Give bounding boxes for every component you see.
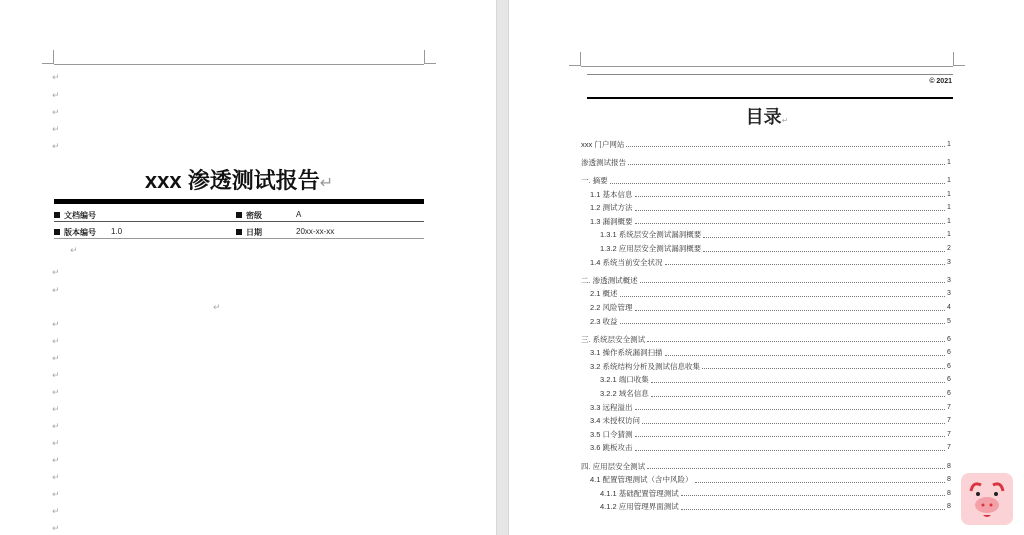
toc-leader: [703, 251, 945, 252]
toc-page-number: 1: [947, 217, 951, 225]
margin-corner: [569, 52, 581, 66]
toc-entry[interactable]: [581, 500, 953, 514]
paragraph-mark: ↵: [52, 523, 60, 533]
title-rule: [54, 199, 424, 204]
toc-entry[interactable]: [581, 256, 953, 270]
margin-corner: [424, 50, 436, 64]
paragraph-mark: ↵: [52, 438, 60, 448]
toc-entry-text: 2.1 概述: [590, 289, 618, 299]
toc-entry-text: 4.1.2 应用管理界面测试: [600, 502, 679, 512]
toc-page-number: 7: [947, 403, 951, 411]
toc-page-number: 8: [947, 476, 951, 484]
toc-leader: [635, 223, 945, 224]
toc-page-number: 3: [947, 276, 951, 284]
toc-leader: [681, 509, 945, 510]
toc-leader: [695, 482, 945, 483]
margin-corner: [953, 52, 965, 66]
toc-entry[interactable]: [581, 274, 953, 288]
toc-page-number: 1: [947, 204, 951, 212]
toc-entry[interactable]: [581, 138, 953, 152]
toc-leader: [635, 450, 945, 451]
toc-entry-text: 1.3.2 应用层安全测试漏洞概要: [600, 243, 702, 253]
toc-entry[interactable]: [581, 428, 953, 442]
toc-page-number: 7: [947, 430, 951, 438]
toc-page-number: 8: [947, 489, 951, 497]
paragraph-mark: ↵: [52, 421, 60, 431]
toc-leader: [620, 296, 945, 297]
toc-title: 目录↵: [745, 107, 789, 127]
toc-entry-text: 1.1 基本信息: [590, 189, 633, 199]
toc-leader: [628, 164, 945, 165]
toc-entry-text: 3.2.2 域名信息: [600, 389, 649, 399]
toc-page-number: 6: [947, 376, 951, 384]
paragraph-mark: ↵: [52, 124, 60, 134]
toc-leader: [635, 409, 945, 410]
toc-entry[interactable]: [581, 387, 953, 401]
toc-entry-text: 3.5 口令猜测: [590, 429, 633, 439]
toc-entry-text: 一. 摘要: [581, 175, 608, 185]
toc-leader: [647, 341, 945, 342]
toc-entry[interactable]: [581, 441, 953, 455]
toc-leader: [642, 423, 945, 424]
toc-entry-text: 1.4 系统当前安全状况: [590, 257, 663, 267]
paragraph-mark: ↵: [52, 336, 60, 346]
paragraph-mark: ↵: [52, 319, 60, 329]
toc-page-number: 8: [947, 503, 951, 511]
toc-leader: [626, 146, 945, 147]
paragraph-mark: ↵: [52, 107, 60, 117]
toc-page-number: 7: [947, 417, 951, 425]
toc-leader: [665, 355, 945, 356]
toc-page-number: 6: [947, 335, 951, 343]
toc-entry[interactable]: [581, 242, 953, 256]
toc-leader: [635, 310, 945, 311]
toc-leader: [665, 264, 945, 265]
header-copyright: © 2021: [929, 78, 952, 85]
toc-leader: [651, 396, 945, 397]
toc-entry-text: 3.2.1 端口收集: [600, 375, 649, 385]
margin-line: [581, 66, 953, 67]
toc-entry[interactable]: [581, 201, 953, 215]
toc-leader: [610, 183, 945, 184]
toc-page-number: 7: [947, 444, 951, 452]
toc-page-number: 2: [947, 244, 951, 252]
toc-entry-text: 2.3 收益: [590, 316, 618, 326]
toc-entry[interactable]: [581, 460, 953, 474]
paragraph-mark: ↵: [52, 455, 60, 465]
paragraph-mark: ↵: [52, 267, 60, 277]
toc-entry[interactable]: [581, 215, 953, 229]
info-row: 版本编号 1.0 日期 20xx-xx-xx: [54, 222, 424, 239]
toc-entry[interactable]: [581, 414, 953, 428]
toc-entry[interactable]: [581, 487, 953, 501]
toc-entry[interactable]: [581, 287, 953, 301]
paragraph-mark: ↵: [52, 387, 60, 397]
toc-leader: [681, 495, 945, 496]
paragraph-mark: ↵: [52, 285, 60, 295]
toc-entry-text: 渗透测试报告: [581, 157, 626, 167]
paragraph-mark: ↵: [70, 245, 78, 255]
toc-entry-text: 3.6 跳板攻击: [590, 443, 633, 453]
toc-page-number: 4: [947, 303, 951, 311]
toc-entry-text: 4.1 配置管理测试（含中风险）: [590, 475, 693, 485]
toc-page-number: 1: [947, 140, 951, 148]
toc-entry[interactable]: [581, 360, 953, 374]
toc-leader: [635, 436, 945, 437]
cover-page[interactable]: [0, 0, 496, 535]
toc-leader: [702, 368, 945, 369]
toc-entry-text: 4.1.1 基础配置管理测试: [600, 488, 679, 498]
toc-entry[interactable]: [581, 373, 953, 387]
toc-entry-text: 3.2 系统结构分析及测试信息收集: [590, 361, 701, 371]
toc-page-number: 3: [947, 290, 951, 298]
paragraph-mark: ↵: [52, 353, 60, 363]
toc-leader: [647, 468, 945, 469]
toc-leader: [703, 237, 945, 238]
toc-entry[interactable]: [581, 228, 953, 242]
paragraph-mark: ↵: [52, 489, 60, 499]
margin-corner: [42, 50, 54, 64]
paragraph-mark: ↵: [52, 506, 60, 516]
paragraph-mark: ↵: [213, 302, 221, 312]
toc-entry[interactable]: [581, 346, 953, 360]
header-rule: [587, 97, 953, 99]
paragraph-mark: ↵: [52, 141, 60, 151]
toc-entry[interactable]: [581, 156, 953, 170]
paragraph-mark: ↵: [52, 370, 60, 380]
toc-page[interactable]: [509, 0, 1024, 535]
toc-entry-text: 1.2 测试方法: [590, 203, 633, 213]
toc-entry[interactable]: [581, 174, 953, 188]
toc-entry[interactable]: [581, 401, 953, 415]
toc-entry-text: 3.1 操作系统漏洞扫描: [590, 348, 663, 358]
toc-page-number: 8: [947, 462, 951, 470]
toc-page-number: 6: [947, 349, 951, 357]
toc-page-number: 6: [947, 390, 951, 398]
toc-entry[interactable]: [581, 301, 953, 315]
toc-page-number: 1: [947, 190, 951, 198]
header-line: [587, 74, 953, 75]
toc-entry-text: 2.2 风险管理: [590, 302, 633, 312]
toc-page-number: 1: [947, 231, 951, 239]
paragraph-mark: ↵: [52, 472, 60, 482]
toc-entry-text: 1.3 漏洞概要: [590, 216, 633, 226]
toc-entry[interactable]: [581, 188, 953, 202]
toc-entry-text: 3.4 未授权访问: [590, 416, 641, 426]
toc-entry-text: xxx 门户网站: [581, 139, 625, 149]
table-of-contents: [581, 133, 953, 514]
toc-page-number: 6: [947, 362, 951, 370]
toc-leader: [620, 323, 945, 324]
toc-leader: [635, 196, 945, 197]
info-row: 文档编号 密级 A: [54, 205, 424, 222]
toc-page-number: 3: [947, 258, 951, 266]
toc-entry-text: 1.3.1 系统层安全测试漏洞概要: [600, 230, 702, 240]
toc-page-number: 5: [947, 317, 951, 325]
toc-entry-text: 四. 应用层安全测试: [581, 461, 646, 471]
paragraph-mark: ↵: [52, 72, 60, 82]
page-gap: [496, 0, 509, 535]
toc-entry-text: 3.3 远程溢出: [590, 402, 633, 412]
paragraph-mark: ↵: [52, 90, 60, 100]
toc-entry[interactable]: [581, 333, 953, 347]
paragraph-mark: ↵: [52, 404, 60, 414]
toc-page-number: 1: [947, 158, 951, 166]
toc-entry[interactable]: [581, 315, 953, 329]
margin-line: [54, 64, 424, 65]
toc-leader: [651, 382, 945, 383]
toc-page-number: 1: [947, 176, 951, 184]
toc-leader: [640, 282, 945, 283]
toc-leader: [635, 210, 945, 211]
report-title: xxx 渗透测试报告↵: [144, 168, 334, 193]
pig-mascot-icon[interactable]: [961, 473, 1013, 525]
toc-entry-text: 二. 渗透测试概述: [581, 275, 638, 285]
toc-entry-text: 三. 系统层安全测试: [581, 334, 646, 344]
toc-entry[interactable]: [581, 473, 953, 487]
